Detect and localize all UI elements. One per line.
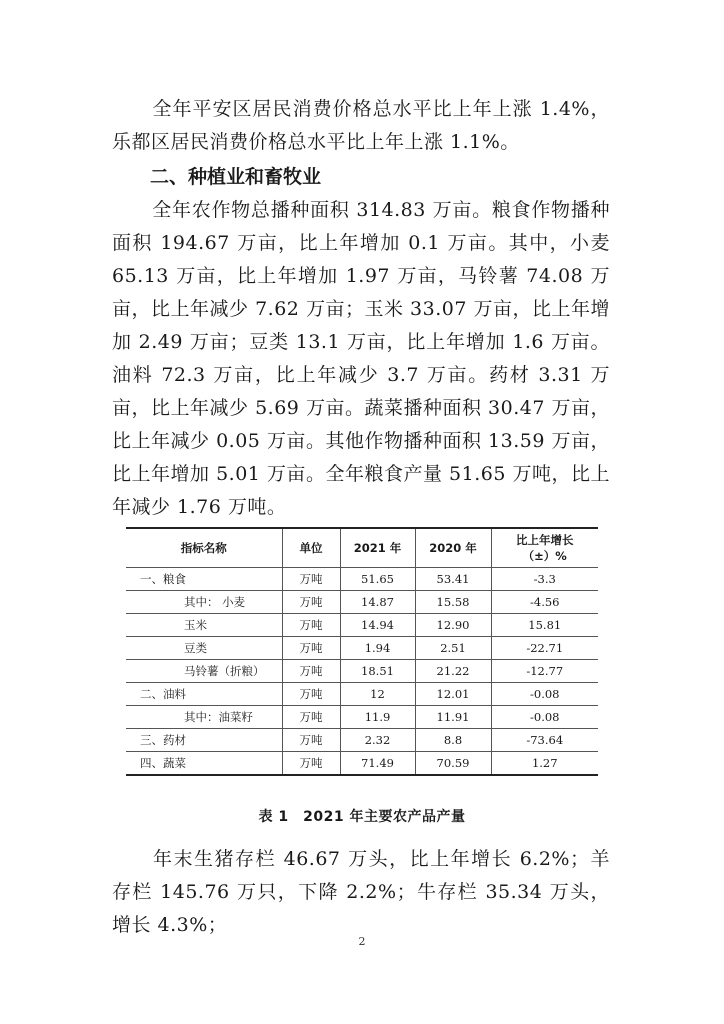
row-name: 一、粮食	[126, 568, 282, 591]
table-row	[126, 683, 598, 706]
cpi-paragraph-text: 全年平安区居民消费价格总水平比上年上涨 1.4%，乐都区居民消费价格总水平比上年上涨 1.1%。	[112, 98, 610, 153]
row-growth: -0.08	[491, 706, 598, 729]
row-name: 其中：油菜籽	[126, 706, 282, 729]
row-2021: 1.94	[340, 637, 415, 660]
header-growth: 比上年增长（±）%	[491, 528, 598, 568]
table-row	[126, 637, 598, 660]
row-name: 马铃薯（折粮）	[126, 660, 282, 683]
row-2020: 21.22	[415, 660, 491, 683]
row-name: 二、油料	[126, 683, 282, 706]
livestock-paragraph-text: 年末生猪存栏 46.67 万头，比上年增长 6.2%；羊存栏 145.76 万只，下降 2.2%；牛存栏 35.34 万头，增长 4.3%；	[112, 848, 610, 936]
row-name: 四、蔬菜	[126, 752, 282, 776]
table-row	[126, 568, 598, 591]
planting-paragraph	[112, 194, 610, 524]
section-heading: 二、种植业和畜牧业	[150, 166, 322, 188]
row-growth: -12.77	[491, 660, 598, 683]
table-caption: 表 1 2021 年主要农产品产量	[258, 809, 466, 825]
row-2021: 18.51	[340, 660, 415, 683]
row-name: 玉米	[126, 614, 282, 637]
row-2020: 53.41	[415, 568, 491, 591]
row-unit: 万吨	[282, 637, 340, 660]
row-2020: 11.91	[415, 706, 491, 729]
row-unit: 万吨	[282, 683, 340, 706]
table-row	[126, 706, 598, 729]
row-growth: -4.56	[491, 591, 598, 614]
row-2020: 70.59	[415, 752, 491, 776]
row-name: 豆类	[126, 637, 282, 660]
planting-paragraph-text: 全年农作物总播种面积 314.83 万亩。粮食作物播种面积 194.67 万亩，比上年增加 0.1 万亩。其中，小麦 65.13 万亩，比上年增加 1.97 万亩，马铃薯 74.08 万亩，比上年减少 7.62 万亩；玉米 33.07 万亩，比上年增加 2.49 万亩；豆类 13.1 万亩，比上年增加 1.6 万亩。油料 72.3 万亩，比上年减少 3.7 万亩。药材 3.31 万亩，比上年减少 5.69 万亩。蔬菜播种面积 30.47 万亩，比上年减少 0.05 万亩。其他作物播种面积 13.59 万亩，比上年增加 5.01 万亩。全年粮食产量 51.65 万吨，比上年减少 1.76 万吨。	[112, 199, 610, 518]
row-growth: 1.27	[491, 752, 598, 776]
header-indicator: 指标名称	[126, 528, 282, 568]
table-row	[126, 660, 598, 683]
table-row	[126, 591, 598, 614]
row-2021: 14.94	[340, 614, 415, 637]
row-unit: 万吨	[282, 614, 340, 637]
row-growth: -3.3	[491, 568, 598, 591]
row-2020: 12.01	[415, 683, 491, 706]
livestock-paragraph	[112, 843, 610, 942]
header-2020: 2020 年	[415, 528, 491, 568]
row-2021: 51.65	[340, 568, 415, 591]
table-header-row	[126, 528, 598, 568]
row-growth: -22.71	[491, 637, 598, 660]
row-growth: -0.08	[491, 683, 598, 706]
row-growth: 15.81	[491, 614, 598, 637]
row-2021: 14.87	[340, 591, 415, 614]
row-unit: 万吨	[282, 568, 340, 591]
row-unit: 万吨	[282, 729, 340, 752]
row-2021: 12	[340, 683, 415, 706]
agri-output-table	[126, 527, 598, 776]
row-2021: 2.32	[340, 729, 415, 752]
page-number: 2	[358, 935, 366, 948]
row-unit: 万吨	[282, 752, 340, 776]
row-2020: 12.90	[415, 614, 491, 637]
row-2020: 8.8	[415, 729, 491, 752]
row-name: 三、药材	[126, 729, 282, 752]
table-row	[126, 729, 598, 752]
table-row	[126, 752, 598, 776]
row-2020: 15.58	[415, 591, 491, 614]
cpi-paragraph	[112, 93, 610, 159]
row-2021: 71.49	[340, 752, 415, 776]
row-unit: 万吨	[282, 660, 340, 683]
row-2020: 2.51	[415, 637, 491, 660]
header-2021: 2021 年	[340, 528, 415, 568]
row-name: 其中： 小麦	[126, 591, 282, 614]
row-unit: 万吨	[282, 706, 340, 729]
table-row	[126, 614, 598, 637]
header-unit: 单位	[282, 528, 340, 568]
row-growth: -73.64	[491, 729, 598, 752]
row-2021: 11.9	[340, 706, 415, 729]
row-unit: 万吨	[282, 591, 340, 614]
